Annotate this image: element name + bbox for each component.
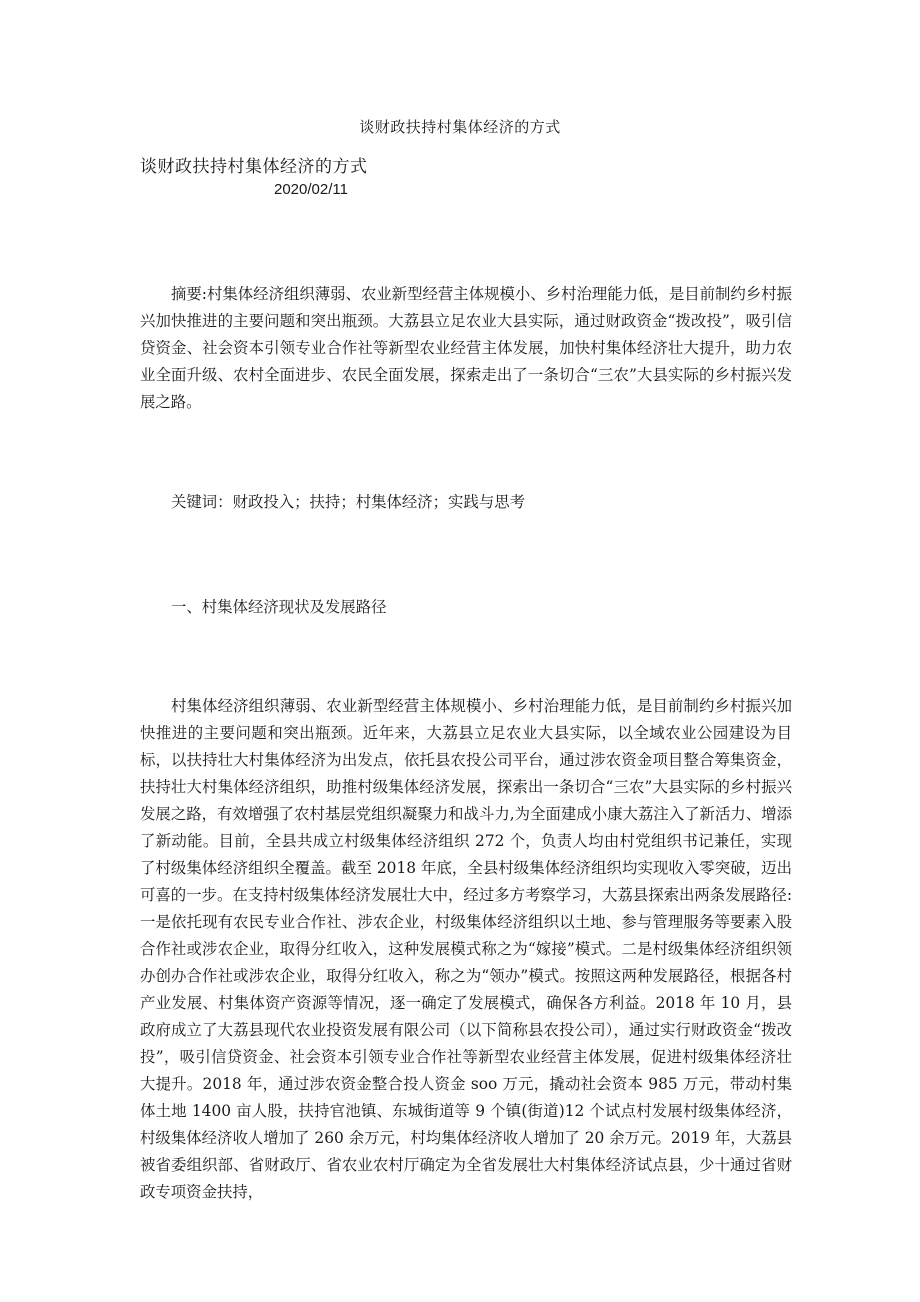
keywords-text: 财政投入；扶持；村集体经济；实践与思考 — [232, 493, 526, 511]
keywords-label: 关键词： — [171, 493, 233, 511]
abstract-text: 村集体经济组织薄弱、农业新型经营主体规模小、乡村治理能力低，是目前制约乡村振兴加快推进的主要问题和突出瓶颈。大荔县立足农业大县实际，通过财政资金“拨改投”，吸引信贷资金、社会资本引领专业合作社等新型农业经营主体发展，加快村集体经济壮大提升，助力农业全面升级、农村全面进步、农民全面发展，探索走出了一条切合“三农”大县实际的乡村振兴发展之路。 — [140, 285, 792, 411]
article-subtitle: 谈财政扶持村集体经济的方式 — [140, 157, 368, 177]
abstract-paragraph — [140, 281, 792, 416]
publish-date: 2020/02/11 — [274, 181, 348, 198]
document-title: 谈财政扶持村集体经济的方式 — [359, 118, 561, 136]
abstract-label: 摘要: — [171, 285, 207, 303]
keywords-paragraph — [140, 489, 792, 516]
body-paragraph: 村集体经济组织薄弱、农业新型经营主体规模小、乡村治理能力低，是目前制约乡村振兴加快推进的主要问题和突出瓶颈。近年来，大荔县立足农业大县实际，以全域农业公园建设为目标，以扶持壮大村集体经济为出发点，依托县农投公司平台，通过涉农资金项目整合筹集资金，扶持壮大村集体经济组织，助推村级集体经济发展，探索出一条切合“三农”大县实际的乡村振兴发展之路，有效增强了农村基层党组织凝聚力和战斗力,为全面建成小康大荔注入了新活力、增添了新动能。目前，全县共成立村级集体经济组织 272 个，负责人均由村党组织书记兼任，实现了村级集体经济组织全覆盖。截至 2018 年底，全县村级集体经济组织均实现收入零突破，迈出可喜的一步。在支持村级集体经济发展壮大中，经过多方考察学习，大荔县探索出两条发展路径: 一是依托现有农民专业合作社、涉农企业，村级集体经济组织以土地、参与管理服务等要素入股合作社或涉农企业，取得分红收入，这种发展模式称之为“嫁接”模式。二是村级集体经济组织领办创办合作社或涉农企业，取得分红收入，称之为“领办”模式。按照这两种发展路径，根据各村产业发展、村集体资产资源等情况，逐一确定了发展模式，确保各方利益。2018 年 10 月，县政府成立了大荔县现代农业投资发展有限公司（以下简称县农投公司），通过实行财政资金“拨改投”，吸引信贷资金、社会资本引领专业合作社等新型农业经营主体发展，促进村级集体经济壮大提升。2018 年，通过涉农资金整合投人资金 soo 万元，撬动社会资本 985 万元，带动村集体土地 1400 亩人股，扶持官池镇、东城街道等 9 个镇(街道)12 个试点村发展村级集体经济，村级集体经济收人增加了 260 余万元，村均集体经济收人增加了 20 余万元。2019 年，大荔县被省委组织部、省财政厅、省农业农村厅确定为全省发展壮大村集体经济试点县，少十通过省财政专项资金扶持， — [140, 697, 792, 1201]
section-heading: 一、村集体经济现状及发展路径 — [171, 598, 387, 616]
